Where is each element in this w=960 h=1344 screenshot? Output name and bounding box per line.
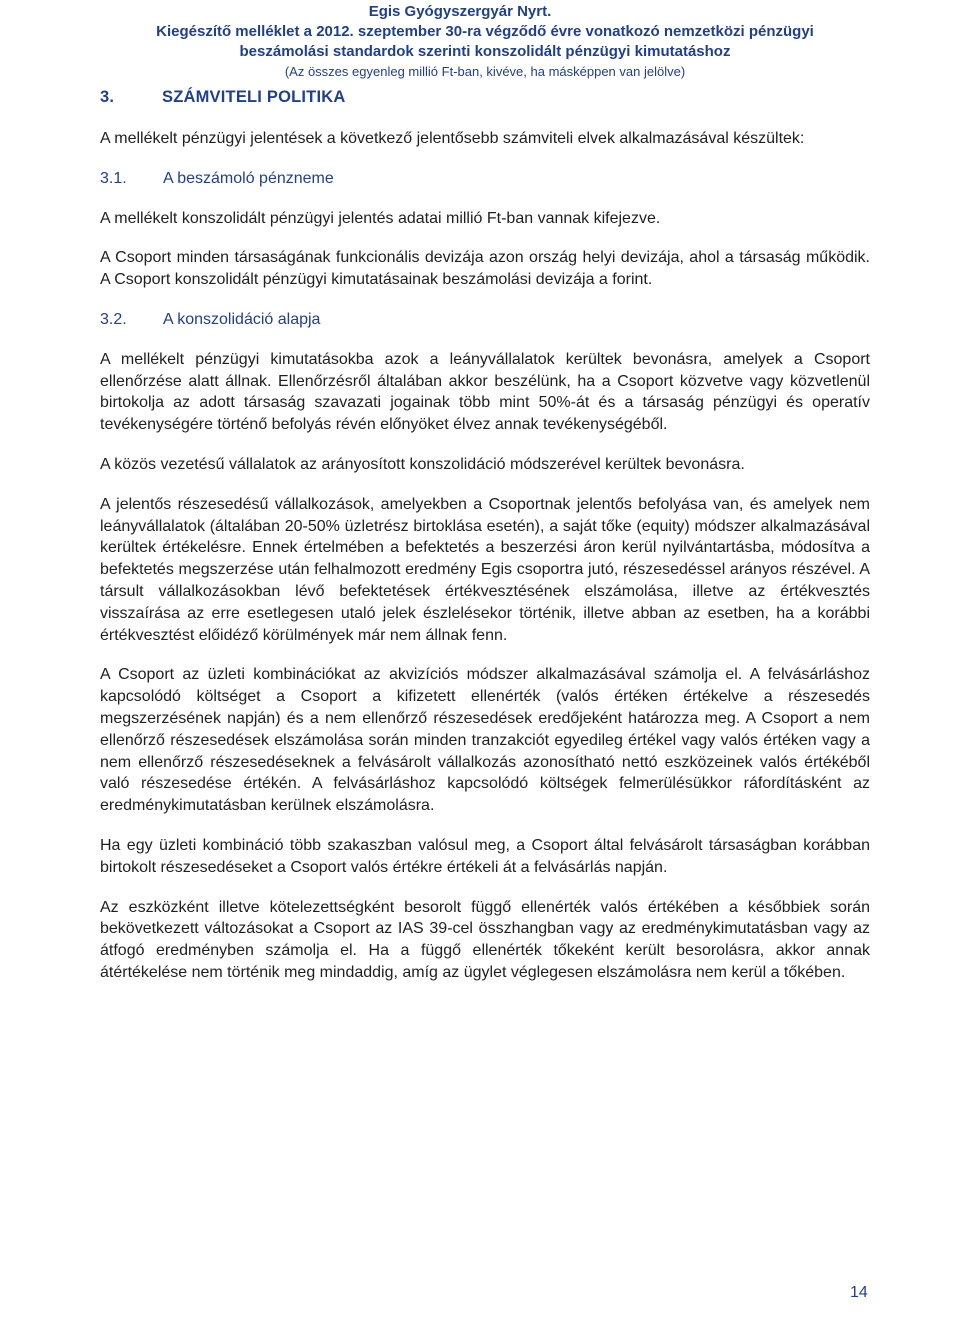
subsection-heading-3-2 bbox=[100, 309, 870, 331]
subsection-title: A beszámoló pénzneme bbox=[163, 169, 334, 187]
paragraph: A közös vezetésű vállalatok az arányosított konszolidáció módszerével kerültek bevonásra. bbox=[100, 455, 745, 473]
header-title-line-2: beszámolási standardok szerinti konszolidált pénzügyi kimutatáshoz bbox=[239, 43, 731, 60]
header-units-note: (Az összes egyenleg millió Ft-ban, kivéve, ha másképpen van jelölve) bbox=[284, 64, 686, 79]
subsection-heading-3-1 bbox=[100, 168, 870, 190]
subsection-number: 3.2. bbox=[100, 310, 127, 328]
intro-paragraph: A mellékelt pénzügyi jelentések a következő jelentősebb számviteli elvek alkalmazásával készültek: bbox=[100, 130, 805, 147]
paragraph: A mellékelt pénzügyi kimutatásokba azok a leányvállalatok kerültek bevonásra, amelyek a Csoport ellenőrzése alatt állnak. Ellenőrzésről általában akkor beszélünk, ha a Csoport közvetve vagy közvetlenül birtokolja az adott társaság szavazati jogainak több mint 50%-át és a társaság pénzügyi és operatív tevékenységére történő befolyás révén előnyöket élvez annak tevékenységéből. bbox=[100, 350, 870, 434]
section-title: SZÁMVITELI POLITIKA bbox=[162, 88, 346, 106]
subsection-title: A konszolidáció alapja bbox=[163, 310, 321, 328]
page-content bbox=[100, 128, 870, 1002]
section-heading bbox=[100, 88, 345, 107]
page-header bbox=[100, 0, 870, 82]
company-name: Egis Gyógyszergyár Nyrt. bbox=[368, 3, 552, 20]
paragraph: Ha egy üzleti kombináció több szakaszban valósul meg, a Csoport által felvásárolt társaságban korábban birtokolt részesedéseket a Csoport valós értékre értékeli át a felvásárlás napján. bbox=[100, 836, 870, 876]
paragraph: A mellékelt konszolidált pénzügyi jelentés adatai millió Ft-ban vannak kifejezve. bbox=[100, 209, 661, 227]
paragraph: A jelentős részesedésű vállalkozások, amelyekben a Csoportnak jelentős befolyása van, és amelyek nem leányvállalatok (általában 20-50% üzletrész birtoklása esetén), a saját tőke (equity) módszer alkalmazásával kerültek értékelésre. Ennek értelmében a befektetés a beszerzési áron kerül nyilvántartásba, módosítva a befektetés megszerzése után felhalmozott eredmény Egis csoportra jutó, részesedéssel arányos részével. A társult vállalkozásokban lévő befektetések értékvesztésének elszámolása, illetve az értékvesztés visszaírása az erre esetlegesen utaló jelek észlelésekor történik, illetve abban az esetben, ha a korábbi értékvesztést előidéző körülmények már nem állnak fenn. bbox=[100, 495, 870, 644]
subsection-number: 3.1. bbox=[100, 169, 127, 187]
section-number: 3. bbox=[100, 88, 115, 106]
header-title-line-1: Kiegészítő melléklet a 2012. szeptember 30-ra végződő évre vonatkozó nemzetközi pénzügyi bbox=[156, 23, 814, 40]
paragraph: A Csoport az üzleti kombinációkat az akvizíciós módszer alkalmazásával számolja el. A felvásárláshoz kapcsolódó költséget a Csoport a kifizetett ellenérték (valós értéken értékelve a részesedés megszerzésének napján) és a nem ellenőrző részesedések eredőjeként határozza meg. A Csoport a nem ellenőrző részesedések elszámolása során minden tranzakciót egyedileg értékel vagy valós értéken vagy a nem ellenőrző részesedéseknek a felvásárolt vállalkozás azonosítható nettó eszközeinek valós értékéből való részesedése értékén. A felvásárláshoz kapcsolódó költségek felmerülésükkor ráfordításként az eredménykimutatásban kerülnek elszámolásra. bbox=[100, 666, 870, 815]
page-number: 14 bbox=[850, 1284, 868, 1301]
paragraph: Az eszközként illetve kötelezettségként besorolt függő ellenérték valós értékében a későbbiek során bekövetkezett változásokat a Csoport az IAS 39-cel összhangban vagy az eredménykimutatásban vagy az átfogó eredményben számolja el. Ha a függő ellenérték tőkeként került besorolásra, akkor annak átértékelése nem történik meg mindaddig, amíg az ügylet véglegesen elszámolásra nem kerül a tőkében. bbox=[100, 898, 870, 981]
paragraph: A Csoport minden társaságának funkcionális devizája azon ország helyi devizája, ahol a társaság működik. A Csoport konszolidált pénzügyi kimutatásainak beszámolási devizája a forint. bbox=[100, 249, 870, 289]
